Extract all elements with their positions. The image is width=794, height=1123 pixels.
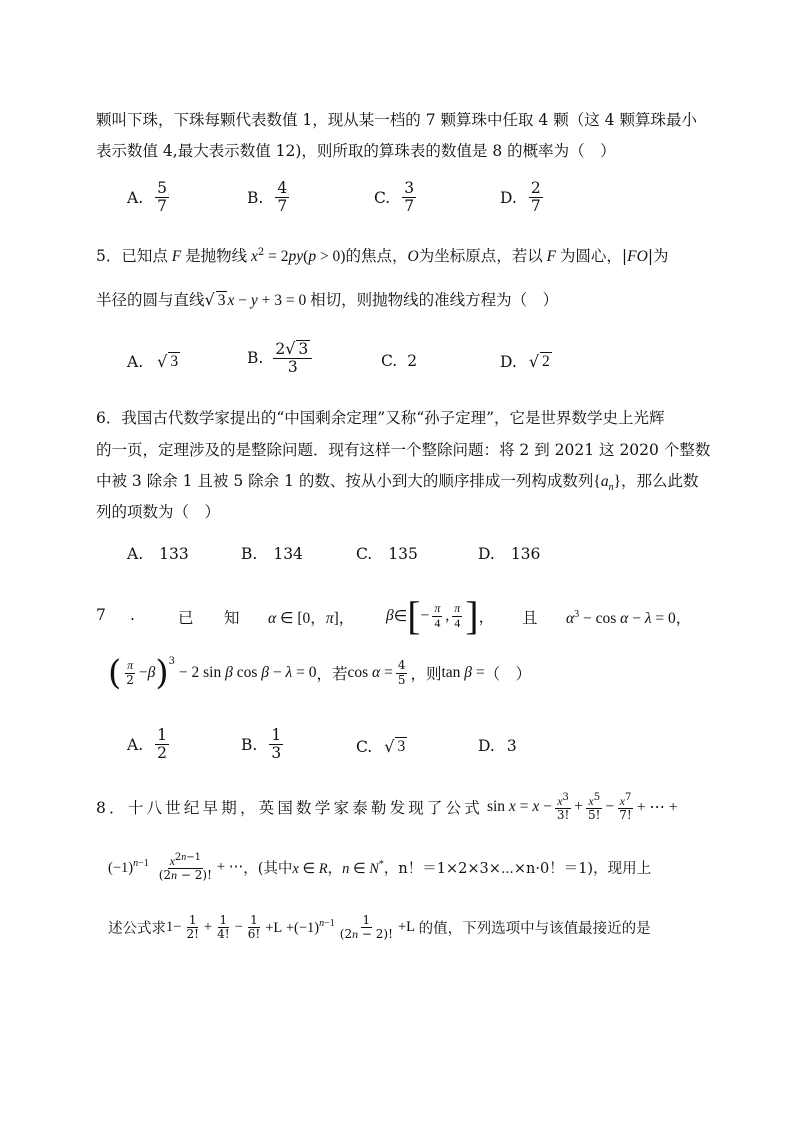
q6-option-c[interactable]: C. 135 — [356, 545, 418, 563]
fraction: $\frac{4}{7}$ — [277, 179, 288, 216]
q6-line-3: 中被 3 除余 1 且被 5 除余 1 的数、按从小到大的顺序排成一列构成数列$\{a_n\}$，那么此数 — [96, 472, 699, 494]
q4-option-a[interactable]: A. $\frac{5}{7}$ — [127, 179, 167, 216]
q4-line-1: 颗叫下珠，下珠每颗代表数值 1，现从某一档的 7 颗算珠中任取 4 颗（这 4 颗算珠最小 — [96, 111, 697, 129]
q6-line-2: 的一页，定理涉及的是整除问题．现有这样一个整除问题：将 2 到 2021 这 2020 个整数 — [96, 441, 711, 459]
q7-option-b[interactable]: B. $\frac{1}{3}$ — [241, 726, 282, 763]
q8-line-1: 8．十八世纪早期，英国数学家泰勒发现了公式 sin x = x − $\frac{x^3}{3!}$ + $\frac{x^5}{5!}$ − $\frac{x^7}{7!}$ + ⋯ + — [96, 792, 678, 823]
q5-line-1: 5．已知点 F 是抛物线 $x^2 = 2py(p > 0)$的焦点，O为坐标原点，若以 F 为圆心，|FO|为 — [96, 246, 669, 265]
q5-option-c[interactable]: C. 2 — [381, 352, 418, 370]
fraction: $\frac{2}{7}$ — [530, 179, 541, 216]
q4-option-c[interactable]: C. $\frac{3}{7}$ — [374, 179, 415, 216]
fraction: $\frac{2√ 3}{3}$ — [273, 340, 312, 376]
q4-line-2: 表示数值 4,最大表示数值 12)，则所取的算珠表的数值是 8 的概率为（ ） — [96, 142, 616, 160]
q7-option-c[interactable]: C. √ 3 — [356, 737, 406, 756]
q6-line-1: 6．我国古代数学家提出的“中国剩余定理”又称“孙子定理”，它是世界数学史上光辉 — [96, 409, 665, 427]
fraction: $\frac{5}{7}$ — [157, 179, 167, 216]
exam-page: 颗叫下珠，下珠每颗代表数值 1，现从某一档的 7 颗算珠中任取 4 颗（这 4 颗算珠最小 表示数值 4,最大表示数值 12)，则所取的算珠表的数值是 8 的概率为（ ） A. $\frac{5}{7}$ B. $\frac{4}{7}$ C. $\frac{3}{7}$ D. $\frac{2}{7}$ 5．已知点 F 是抛物线 $x^2 = 2py(p > 0)$的焦点，O为坐标原点，若以 F 为圆心，|FO|为 半径的圆与直线√ 3 x − y + 3 = 0 相切，则抛物线的准线方程为（ ） A. √ 3 B. $\frac{2√ 3}{3}$ C. 2 D. √ 2 6．我国古代数学家提出的“中国剩余定理”又称“孙子定理”，它是世界数学史上光辉 的一页，定理涉及的是整除问题．现有这样一个整除问题：将 2 到 2021 这 2020 个整数 中被 3 除余 1 且被 5 除余 1 的数、按从小到大的顺序排成一列构成数列$\{a_n\}$，那么此数 列的项数为（ ） A. 133 B. 134 C. 135 D. 136 7 . 已 知 α ∈ [0，π]， β ∈ [ − $\frac{\pi}{4}$ , $\frac{\pi}{4}$ ] ， 且 $\alpha^3 - \cos \alpha - \lambda = 0$， ( $\frac{\pi}{2}$ − β ) $^3$ − 2 sin β cos β − λ = 0 ，若 cos α = $\frac{4}{5}$ ，则 tan β = （ ） A. $\frac{1}{2}$ B. $\frac{1}{3}$ C. √ 3 D. 3 8．十八世纪早期，英国数学家泰勒发现了公式 sin x = x − $\frac{x^3}{3!}$ + $\frac{x^5}{5!}$ − $\frac{x^7}{7!}$ + ⋯ + $(-1)^{n-1}$ $\frac{x^{2n-1}}{(2n - 2)!}$ + ⋯ ，(其中 x ∈ R，n ∈ N* ，n！＝1×2×3×⋯×n·0！＝1)，现用上 述公式求 1− $\frac{1}{2!}$ + $\frac{1}{4!}$ − $\frac{1}{6!}$ $+L +(-1)^{n-1}$ $\frac{1}{(2n - 2)!}$ +L 的值，下列选项中与该值最接近的是 — [0, 0, 794, 1123]
q6-option-a[interactable]: A. 133 — [127, 545, 189, 563]
q8-line-2: $(-1)^{n-1}$ $\frac{x^{2n-1}}{(2n - 2)!}$ + ⋯ ，(其中 x ∈ R，n ∈ N* ，n！＝1×2×3×⋯×n·0！＝1)，现用上 — [108, 852, 652, 883]
q4-option-d[interactable]: D. $\frac{2}{7}$ — [500, 179, 541, 216]
fraction: $\frac{3}{7}$ — [404, 179, 415, 216]
q5-option-a[interactable]: A. √ 3 — [127, 352, 179, 371]
q4-option-b[interactable]: B. $\frac{4}{7}$ — [247, 179, 288, 216]
q8-line-3: 述公式求 1− $\frac{1}{2!}$ + $\frac{1}{4!}$ − $\frac{1}{6!}$ $+L +(-1)^{n-1}$ $\frac{1}{(2n - 2)!}$ +L 的值，下列选项中与该值最接近的是 — [108, 913, 651, 942]
q5-line-2: 半径的圆与直线√ 3 x − y + 3 = 0 相切，则抛物线的准线方程为（ ） — [96, 290, 559, 309]
q6-option-d[interactable]: D. 136 — [478, 545, 541, 563]
q6-option-b[interactable]: B. 134 — [241, 545, 303, 563]
q6-line-4: 列的项数为（ ） — [96, 503, 221, 521]
q7-option-a[interactable]: A. $\frac{1}{2}$ — [127, 726, 167, 763]
q5-option-d[interactable]: D. √ 2 — [500, 352, 550, 371]
q7-line-2: ( $\frac{\pi}{2}$ − β ) $^3$ − 2 sin β cos β − λ = 0 ，若 cos α = $\frac{4}{5}$ ，则 tan β = （ ） — [108, 653, 532, 693]
q7-option-d[interactable]: D. 3 — [478, 737, 517, 755]
q5-option-b[interactable]: B. $\frac{2√ 3}{3}$ — [247, 340, 315, 376]
